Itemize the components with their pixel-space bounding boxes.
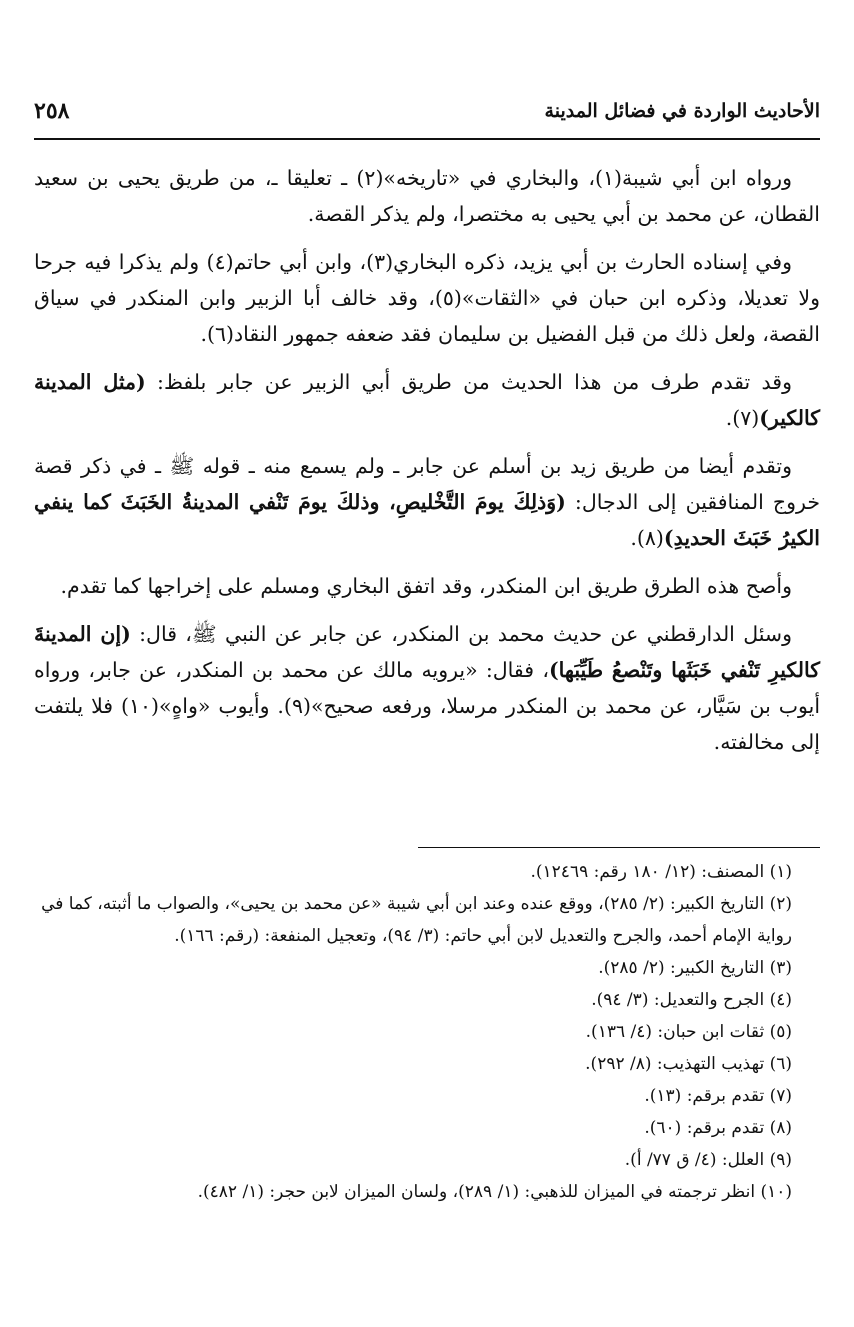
footnote: (٦) تهذيب التهذيب: (٨/ ٢٩٢). xyxy=(585,1054,792,1074)
footnote: (٣) التاريخ الكبير: (٢/ ٢٨٥). xyxy=(598,958,792,978)
page-number: ٢٥٨ xyxy=(34,98,70,124)
footnote: (٨) تقدم برقم: (٦٠). xyxy=(644,1118,792,1138)
footnote: (٧) تقدم برقم: (١٣). xyxy=(644,1086,792,1106)
paragraph: ورواه ابن أبي شيبة(١)، والبخاري في «تاريخه»(٢) ـ تعليقا ـ، من طريق يحيى بن سعيد القطان، عن محمد بن أبي يحيى به مختصرا، ولم يذكر القصة. xyxy=(34,166,820,226)
footnote: (٢) التاريخ الكبير: (٢/ ٢٨٥)، ووقع عنده وعند ابن أبي شيبة «عن محمد بن يحيى»، والصواب ما أثبته، كما في رواية الإمام أحمد، والجرح والتعديل لابن أبي حاتم: (٣/ ٩٤)، وتعجيل المنفعة: (رقم: ١٦٦). xyxy=(41,894,792,946)
footnote: (٤) الجرح والتعديل: (٣/ ٩٤). xyxy=(591,990,792,1010)
footnote: (١) المصنف: (١٢/ ١٨٠ رقم: ١٢٤٦٩). xyxy=(530,862,792,882)
hadith-quote: (مثل المدينة كالكير) xyxy=(34,370,820,430)
footnote: (١٠) انظر ترجمته في الميزان للذهبي: (١/ ٢٨٩)، ولسان الميزان لابن حجر: (١/ ٤٨٢). xyxy=(197,1182,792,1202)
running-header xyxy=(34,88,820,134)
paragraph: وقد تقدم طرف من هذا الحديث من طريق أبي الزبير عن جابر بلفظ: (مثل المدينة كالكير)(٧). xyxy=(34,370,820,430)
hadith-quote: (إن المدينةَ كالكيرِ تَنْفي خَبَثَها وتَنْصعُ طَيِّبَها) xyxy=(34,622,820,682)
footnote: (٩) العلل: (٤/ ق ٧٧/ أ). xyxy=(624,1150,792,1170)
running-title: الأحاديث الواردة في فضائل المدينة xyxy=(544,100,820,122)
paragraph: وتقدم أيضا من طريق زيد بن أسلم عن جابر ـ ولم يسمع منه ـ قوله ﷺ ـ في ذكر قصة خروج المنافقين إلى الدجال: (وَذلِكَ يومَ التَّخْليصِ، وذلكَ يومَ تَنْفي المدينةُ الخَبَثَ كما ينفي الكيرُ خَبَثَ الحديدِ)(٨). xyxy=(34,454,820,550)
paragraph: وسئل الدارقطني عن حديث محمد بن المنكدر، عن جابر عن النبي ﷺ، قال: (إن المدينةَ كالكيرِ تَنْفي خَبَثَها وتَنْصعُ طَيِّبَها)، فقال: «يرويه مالك عن محمد بن المنكدر، عن جابر، ورواه أيوب بن سَيَّار، عن محمد بن المنكدر مرسلا، ورفعه صحيح»(٩). وأيوب «واهٍ»(١٠) فلا يلتفت إلى مخالفته. xyxy=(34,622,821,754)
main-text xyxy=(34,160,820,772)
footnotes xyxy=(34,856,820,1208)
hadith-quote: (وَذلِكَ يومَ التَّخْليصِ، وذلكَ يومَ تَنْفي المدينةُ الخَبَثَ كما ينفي الكيرُ خَبَثَ الحديدِ) xyxy=(34,490,820,550)
footnote: (٥) ثقات ابن حبان: (٤/ ١٣٦). xyxy=(585,1022,792,1042)
paragraph: وفي إسناده الحارث بن أبي يزيد، ذكره البخاري(٣)، وابن أبي حاتم(٤) ولم يذكرا فيه جرحا ولا تعديلا، وذكره ابن حبان في «الثقات»(٥)، وقد خالف أبا الزبير وابن المنكدر في سياق القصة، ولعل ذلك من قبل الفضيل بن سليمان فقد ضعفه جمهور النقاد(٦). xyxy=(34,250,820,346)
footnote-rule xyxy=(418,847,820,848)
header-rule xyxy=(34,138,820,140)
paragraph: وأصح هذه الطرق طريق ابن المنكدر، وقد اتفق البخاري ومسلم على إخراجها كما تقدم. xyxy=(60,574,792,598)
